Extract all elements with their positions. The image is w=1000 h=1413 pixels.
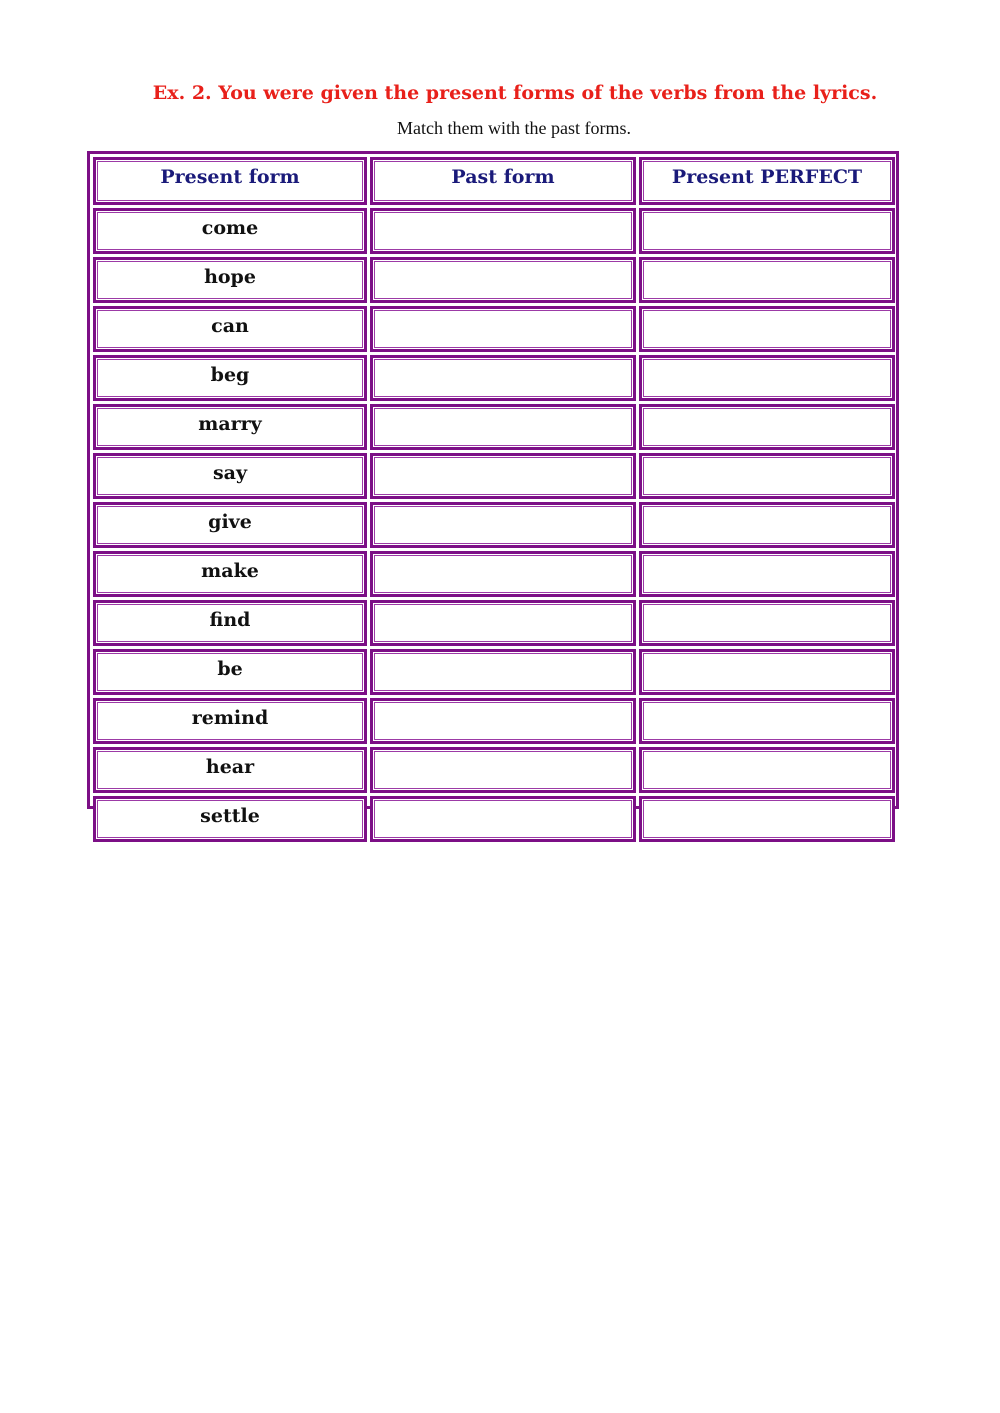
present-perfect-cell[interactable] [639, 796, 895, 842]
present-form-cell: make [93, 551, 367, 597]
present-perfect-cell[interactable] [639, 453, 895, 499]
header-present-form: Present form [93, 157, 367, 205]
table-row [93, 747, 895, 793]
past-form-cell[interactable] [370, 306, 636, 352]
present-perfect-cell[interactable] [639, 600, 895, 646]
exercise-title: Ex. 2. You were given the present forms of the verbs from the lyrics. [152, 82, 878, 104]
table-row [93, 306, 895, 352]
past-form-cell[interactable] [370, 551, 636, 597]
present-perfect-cell[interactable] [639, 355, 895, 401]
verb-table [90, 154, 898, 845]
past-form-cell[interactable] [370, 649, 636, 695]
present-perfect-cell[interactable] [639, 649, 895, 695]
table-row [93, 257, 895, 303]
present-form-cell: beg [93, 355, 367, 401]
past-form-cell[interactable] [370, 747, 636, 793]
present-perfect-cell[interactable] [639, 698, 895, 744]
present-form-cell: remind [93, 698, 367, 744]
table-row [93, 208, 895, 254]
past-form-cell[interactable] [370, 404, 636, 450]
past-form-cell[interactable] [370, 355, 636, 401]
present-form-cell: settle [93, 796, 367, 842]
present-form-cell: can [93, 306, 367, 352]
table-row [93, 649, 895, 695]
present-perfect-cell[interactable] [639, 747, 895, 793]
present-perfect-cell[interactable] [639, 502, 895, 548]
present-form-cell: find [93, 600, 367, 646]
past-form-cell[interactable] [370, 600, 636, 646]
present-form-cell: be [93, 649, 367, 695]
past-form-cell[interactable] [370, 698, 636, 744]
present-perfect-cell[interactable] [639, 257, 895, 303]
table-row [93, 698, 895, 744]
table-row [93, 600, 895, 646]
past-form-cell[interactable] [370, 453, 636, 499]
table-row [93, 404, 895, 450]
header-present-perfect: Present PERFECT [639, 157, 895, 205]
present-form-cell: come [93, 208, 367, 254]
table-row [93, 796, 895, 842]
exercise-instruction: Match them with the past forms. [397, 118, 631, 138]
present-perfect-cell[interactable] [639, 208, 895, 254]
verb-forms-table [87, 151, 899, 827]
table-row [93, 453, 895, 499]
present-perfect-cell[interactable] [639, 306, 895, 352]
present-form-cell: give [93, 502, 367, 548]
past-form-cell[interactable] [370, 257, 636, 303]
present-form-cell: hope [93, 257, 367, 303]
present-perfect-cell[interactable] [639, 404, 895, 450]
table-row [93, 355, 895, 401]
present-form-cell: hear [93, 747, 367, 793]
past-form-cell[interactable] [370, 502, 636, 548]
present-perfect-cell[interactable] [639, 551, 895, 597]
past-form-cell[interactable] [370, 208, 636, 254]
present-form-cell: say [93, 453, 367, 499]
table-header-row [93, 157, 895, 205]
present-form-cell: marry [93, 404, 367, 450]
table-row [93, 502, 895, 548]
past-form-cell[interactable] [370, 796, 636, 842]
header-past-form: Past form [370, 157, 636, 205]
table-row [93, 551, 895, 597]
